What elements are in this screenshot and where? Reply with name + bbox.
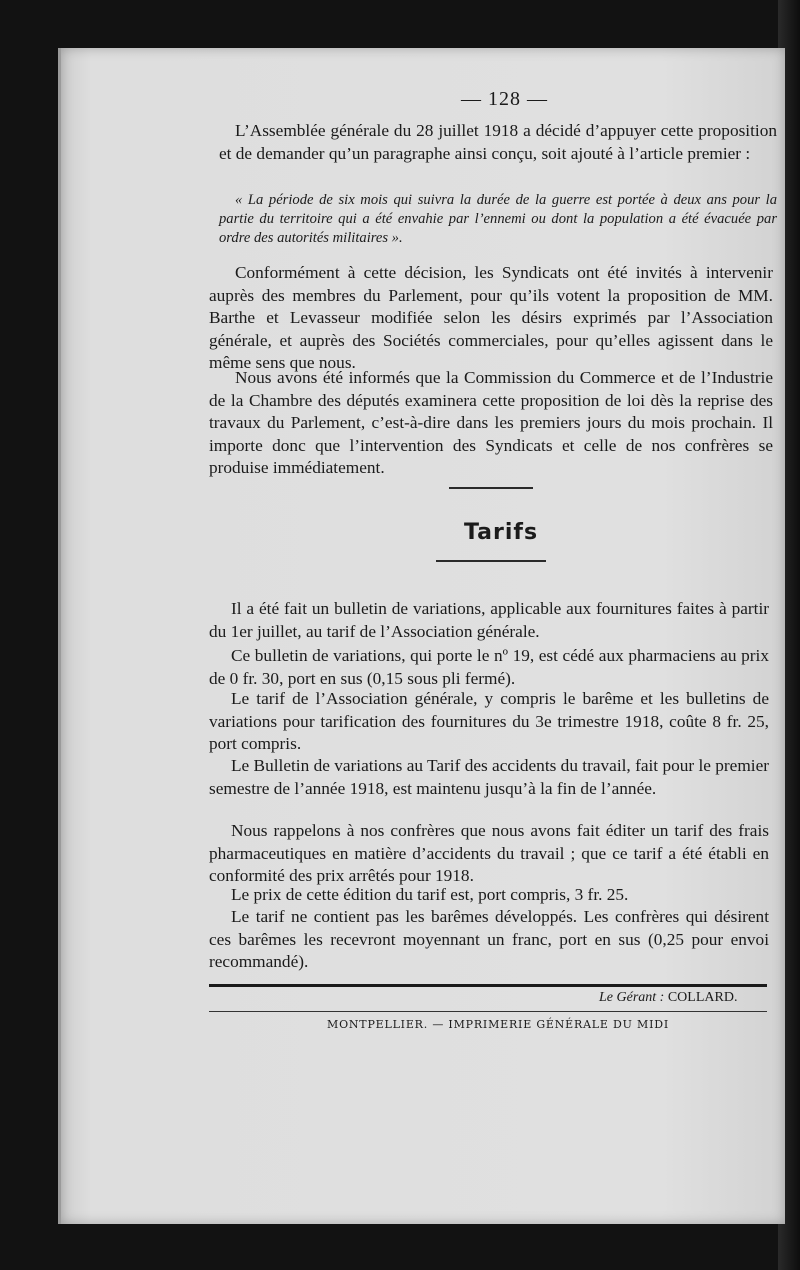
- signature-name: COLLARD.: [667, 990, 738, 1005]
- paragraph-baremes: Le tarif ne contient pas les barêmes développés. Les confrères qui désirent ces barêmes les recevront moyennant un franc, port en sus (0,25 pour envoi recommandé).: [209, 907, 769, 972]
- imprint-rule: [209, 1011, 767, 1012]
- page-number: — 128 —: [461, 88, 548, 110]
- paragraph-bulletin: Il a été fait un bulletin de variations, applicable aux fournitures faites à partir du 1er juillet, au tarif de l’Association générale.: [209, 599, 769, 641]
- footer-rule: [209, 984, 767, 987]
- paragraph-accidents: Le Bulletin de variations au Tarif des accidents du travail, fait pour le premier semestre de l’année 1918, est maintenu jusqu’à la fin de l’année.: [209, 756, 769, 798]
- paragraph-commission: Nous avons été informés que la Commission du Commerce et de l’Industrie de la Chambre des députés examinera cette proposition de loi dès la reprise des travaux du Parlement, c’est-à-dire dans les premiers jours du mois prochain. Il importe donc que l’intervention des Syndicats et celle de nos confrères se produise immédiatement.: [209, 368, 773, 478]
- document-page: [58, 48, 785, 1224]
- paragraph-conformement: Conformément à cette décision, les Syndicats ont été invités à intervenir auprès des membres du Parlement, pour qu’ils votent la proposition de MM. Barthe et Levasseur modifiée selon les désirs exprimés par l’Association générale, et auprès des Sociétés commerciales, pour qu’elles agissent dans le même sens que nous.: [209, 263, 773, 373]
- quoted-amendment: « La période de six mois qui suivra la durée de la guerre est portée à deux ans pour la partie du territoire qui a été envahie par l’ennemi ou dont la population a été évacuée par ordre des autorités militaires ».: [219, 192, 777, 247]
- signature: [599, 990, 737, 1006]
- paragraph-prix: Le prix de cette édition du tarif est, port compris, 3 fr. 25.: [231, 885, 629, 904]
- paragraph-bulletin-19: Ce bulletin de variations, qui porte le nº 19, est cédé aux pharmaciens au prix de 0 fr. 30, port en sus (0,15 sous pli fermé).: [209, 646, 769, 688]
- paragraph-assemblee: L’Assemblée générale du 28 juillet 1918 a décidé d’appuyer cette proposition et de demander qu’un paragraphe ainsi conçu, soit ajouté à l’article premier :: [219, 121, 777, 163]
- paragraph-tarif-association: Le tarif de l’Association générale, y compris le barême et les bulletins de variations pour tarification des fournitures du 3e trimestre 1918, coûte 8 fr. 25, port compris.: [209, 689, 769, 754]
- divider-lower: [436, 560, 546, 562]
- printer-imprint: MONTPELLIER. — IMPRIMERIE GÉNÉRALE DU MIDI: [327, 1018, 670, 1031]
- paragraph-rappel: Nous rappelons à nos confrères que nous avons fait éditer un tarif des frais pharmaceutiques en matière d’accidents du travail ; que ce tarif a été établi en conformité des prix arrêtés pour 1918.: [209, 821, 769, 886]
- signature-label: Le Gérant :: [599, 990, 665, 1005]
- divider-upper: [449, 487, 533, 489]
- section-heading: Tarifs: [464, 520, 539, 545]
